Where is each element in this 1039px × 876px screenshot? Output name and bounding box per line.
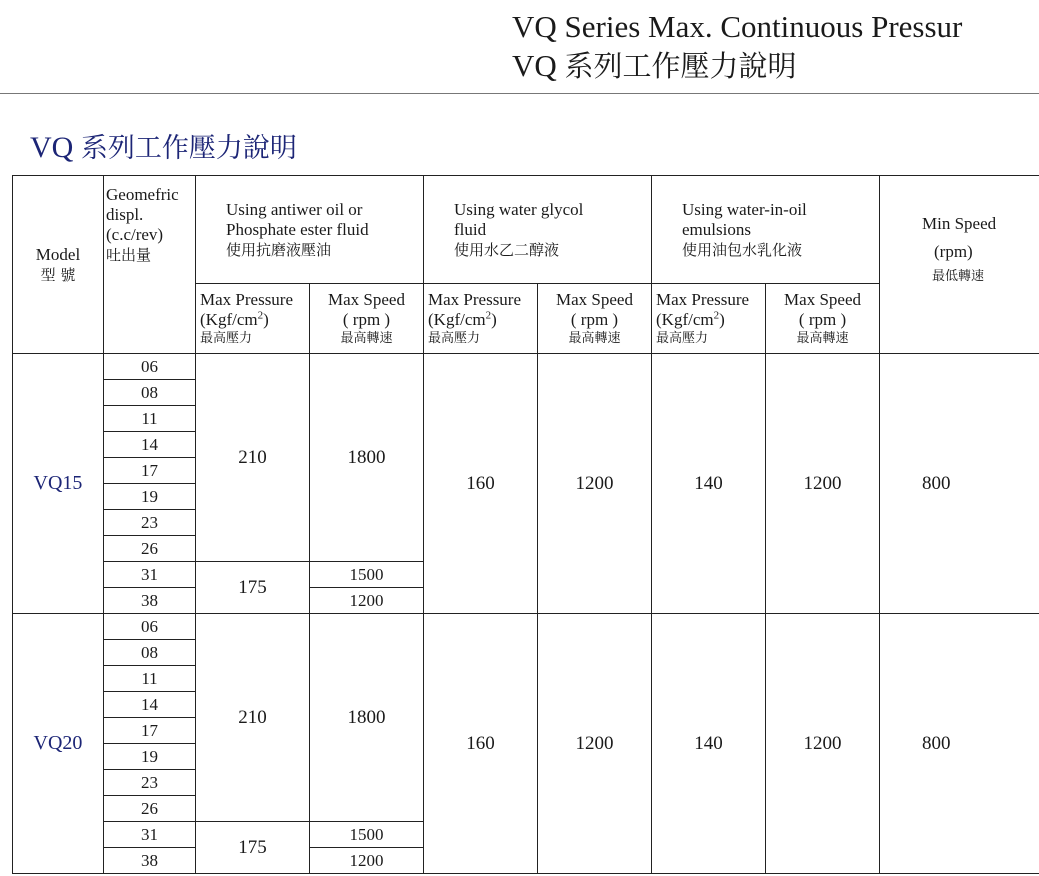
page-header-title-zh bbox=[512, 46, 1039, 86]
sub-pressure-unit: $(Kgf/cm^2)$ bbox=[656, 309, 725, 329]
subheader-max-speed-3 bbox=[766, 284, 880, 354]
max-speed-glycol: 1200 bbox=[538, 354, 652, 614]
sub-speed-unit: ( rpm ) bbox=[342, 310, 391, 329]
max-speed-emulsion: 1200 bbox=[766, 614, 880, 874]
max-pressure-glycol: 160 bbox=[424, 614, 538, 874]
model-name: VQ20 bbox=[13, 614, 104, 874]
header-group-antiwear bbox=[196, 176, 424, 284]
displacement-cell: 38 bbox=[104, 848, 196, 874]
header-min-speed bbox=[880, 176, 1039, 354]
displacement-cell: 14 bbox=[104, 432, 196, 458]
displacement-cell: 31 bbox=[104, 562, 196, 588]
subheader-max-speed-1 bbox=[310, 284, 424, 354]
sub-pressure-zh: 最高壓力 bbox=[200, 331, 253, 346]
max-pressure-antiwear-high: 175 bbox=[196, 822, 310, 874]
model-name: VQ15 bbox=[13, 354, 104, 614]
displacement-cell: 14 bbox=[104, 692, 196, 718]
displacement-cell: 26 bbox=[104, 536, 196, 562]
min-speed-zh: 最低轉速 bbox=[932, 269, 985, 284]
page-header bbox=[512, 8, 1039, 86]
sub-speed-unit: ( rpm ) bbox=[570, 310, 619, 329]
page-header-title-cjk: 系列工作壓力說明 bbox=[564, 49, 797, 83]
sub-speed-zh: 最高轉速 bbox=[796, 331, 849, 346]
max-speed-antiwear: 1800 bbox=[310, 614, 424, 822]
displacement-cell: 19 bbox=[104, 744, 196, 770]
sub-pressure-label: Max Pressure bbox=[428, 290, 522, 309]
sub-pressure-unit: $(Kgf/cm^2)$ bbox=[428, 309, 497, 329]
section-title-cjk: 系列工作壓力說明 bbox=[80, 133, 297, 164]
table-row bbox=[13, 614, 1039, 640]
max-speed-antiwear-high-b: 1200 bbox=[310, 848, 424, 874]
table-row bbox=[13, 354, 1039, 380]
sub-pressure-zh: 最高壓力 bbox=[428, 331, 481, 346]
displacement-cell: 23 bbox=[104, 770, 196, 796]
group3-line2: emulsions bbox=[682, 219, 751, 239]
group3-zh: 使用油包水乳化液 bbox=[682, 240, 803, 259]
header-displacement bbox=[104, 176, 196, 354]
sub-pressure-zh: 最高壓力 bbox=[656, 331, 709, 346]
subheader-max-pressure-2 bbox=[424, 284, 538, 354]
min-speed-en: Min Speed bbox=[922, 214, 997, 233]
displacement-cell: 17 bbox=[104, 458, 196, 484]
header-displ-line1: Geomefric bbox=[106, 185, 179, 204]
max-speed-antiwear-high-b: 1200 bbox=[310, 588, 424, 614]
group2-line2: fluid bbox=[454, 219, 487, 239]
displacement-cell: 31 bbox=[104, 822, 196, 848]
sub-speed-zh: 最高轉速 bbox=[340, 331, 393, 346]
header-group-emulsion bbox=[652, 176, 880, 284]
group1-line1: Using antiwer oil or bbox=[226, 199, 363, 219]
group2-zh: 使用水乙二醇液 bbox=[454, 240, 560, 259]
max-speed-emulsion: 1200 bbox=[766, 354, 880, 614]
group1-zh: 使用抗磨液壓油 bbox=[226, 240, 332, 259]
displacement-cell: 17 bbox=[104, 718, 196, 744]
max-speed-glycol: 1200 bbox=[538, 614, 652, 874]
page-header-title-prefix: VQ bbox=[512, 48, 557, 83]
header-displ-line3: (c.c/rev) bbox=[106, 225, 164, 244]
header-model-zh: 型 號 bbox=[40, 265, 76, 284]
group1-line2: Phosphate ester fluid bbox=[226, 219, 369, 239]
header-group-glycol bbox=[424, 176, 652, 284]
group3-line1: Using water-in-oil bbox=[682, 199, 807, 219]
min-speed-value: 800 bbox=[880, 614, 1039, 874]
displacement-cell: 19 bbox=[104, 484, 196, 510]
max-speed-antiwear: 1800 bbox=[310, 354, 424, 562]
max-pressure-antiwear-high: 175 bbox=[196, 562, 310, 614]
displacement-cell: 11 bbox=[104, 666, 196, 692]
sub-pressure-label: Max Pressure bbox=[656, 290, 750, 309]
subheader-max-pressure-1 bbox=[196, 284, 310, 354]
header-model bbox=[13, 176, 104, 354]
min-speed-unit: (rpm) bbox=[934, 242, 973, 261]
displacement-cell: 26 bbox=[104, 796, 196, 822]
subheader-max-speed-2 bbox=[538, 284, 652, 354]
max-pressure-antiwear: 210 bbox=[196, 614, 310, 822]
displacement-cell: 08 bbox=[104, 640, 196, 666]
section-title bbox=[30, 128, 297, 169]
displacement-cell: 06 bbox=[104, 614, 196, 640]
sub-pressure-unit: $(Kgf/cm^2)$ bbox=[200, 309, 269, 329]
subheader-max-pressure-3 bbox=[652, 284, 766, 354]
header-displ-zh: 吐出量 bbox=[106, 246, 152, 264]
displacement-cell: 08 bbox=[104, 380, 196, 406]
max-pressure-emulsion: 140 bbox=[652, 354, 766, 614]
max-pressure-emulsion: 140 bbox=[652, 614, 766, 874]
max-speed-antiwear-high-a: 1500 bbox=[310, 822, 424, 848]
displacement-cell: 23 bbox=[104, 510, 196, 536]
header-model-en: Model bbox=[35, 244, 81, 264]
sub-speed-label: Max Speed bbox=[328, 290, 405, 309]
displacement-cell: 38 bbox=[104, 588, 196, 614]
section-title-prefix: VQ bbox=[30, 131, 74, 164]
header-displ-line2: displ. bbox=[106, 205, 144, 224]
pressure-spec-table bbox=[12, 175, 1039, 874]
sub-pressure-label: Max Pressure bbox=[200, 290, 294, 309]
sub-speed-zh: 最高轉速 bbox=[568, 331, 621, 346]
displacement-cell: 11 bbox=[104, 406, 196, 432]
page-header-title-en: VQ Series Max. Continuous Pressur bbox=[512, 9, 963, 44]
sub-speed-label: Max Speed bbox=[784, 290, 861, 309]
sub-speed-label: Max Speed bbox=[556, 290, 633, 309]
sub-speed-unit: ( rpm ) bbox=[798, 310, 847, 329]
min-speed-value: 800 bbox=[880, 354, 1039, 614]
header-divider bbox=[0, 93, 1039, 94]
max-pressure-antiwear: 210 bbox=[196, 354, 310, 562]
max-speed-antiwear-high-a: 1500 bbox=[310, 562, 424, 588]
max-pressure-glycol: 160 bbox=[424, 354, 538, 614]
displacement-cell: 06 bbox=[104, 354, 196, 380]
group2-line1: Using water glycol bbox=[454, 199, 584, 219]
